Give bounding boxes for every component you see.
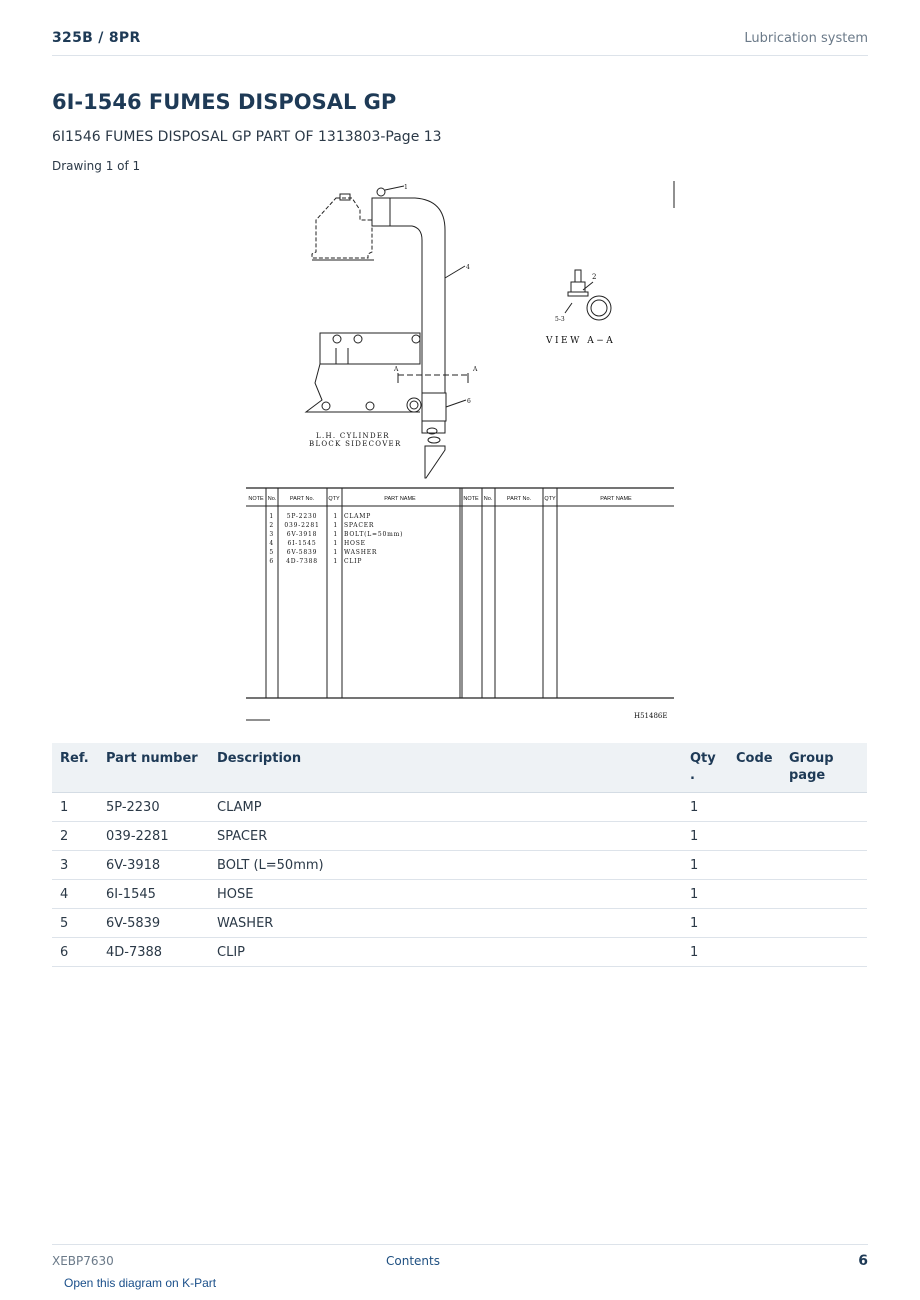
col-qty-line-2: . [690, 768, 695, 783]
diagram-table-header: QTY [328, 496, 340, 502]
diagram-row-name: SPACER [344, 522, 375, 529]
cell-qty: 1 [682, 822, 728, 851]
cell-description: WASHER [209, 909, 682, 938]
diagram-row-name: CLAMP [344, 513, 372, 520]
cell-group-page [781, 851, 867, 880]
table-row [52, 880, 867, 909]
callout-4: 4 [466, 264, 470, 271]
col-group-line-1: Group [789, 751, 834, 766]
cell-code [728, 851, 781, 880]
diagram-row-no: 6 [269, 558, 274, 565]
page-footer [52, 1244, 868, 1275]
diagram-row-name: WASHER [344, 549, 378, 556]
cell-qty: 1 [682, 880, 728, 909]
diagram-table-header: QTY [544, 496, 556, 502]
col-ref: Ref. [52, 743, 98, 793]
col-group-page [781, 743, 867, 793]
cell-code [728, 909, 781, 938]
sidecover-label-line-1: L.H. CYLINDER [316, 432, 390, 440]
table-row [52, 909, 867, 938]
cell-description: HOSE [209, 880, 682, 909]
diagram-table-header: PART NAME [600, 496, 632, 502]
cell-group-page [781, 880, 867, 909]
page-subtitle: 6I1546 FUMES DISPOSAL GP PART OF 1313803-Page 13 [52, 129, 442, 145]
col-part-number: Part number [98, 743, 209, 793]
diagram-row-part: 039-2281 [284, 522, 320, 529]
diagram-row-no: 5 [269, 549, 274, 556]
diagram-row-qty: 1 [333, 540, 338, 547]
diagram-row-qty: 1 [333, 549, 338, 556]
cell-qty: 1 [682, 793, 728, 822]
diagram-row-no: 2 [269, 522, 274, 529]
callout-2: 2 [592, 273, 597, 281]
diagram-row-qty: 1 [333, 513, 338, 520]
table-row [52, 851, 867, 880]
col-group-line-2: page [789, 768, 826, 783]
diagram-row-part: 6V-5839 [286, 549, 318, 556]
cell-part-number: 5P-2230 [98, 793, 209, 822]
cell-code [728, 880, 781, 909]
contents-link[interactable]: Contents [386, 1254, 440, 1268]
diagram-table-header: NOTE [248, 496, 264, 502]
cell-qty: 1 [682, 851, 728, 880]
diagram-row-qty: 1 [333, 522, 338, 529]
drawing-code: H51486E [634, 712, 668, 720]
section-mark-right: A [473, 366, 478, 373]
diagram-table-header: PART No. [506, 496, 532, 502]
cell-ref: 4 [52, 880, 98, 909]
cell-code [728, 822, 781, 851]
parts-table-header [52, 743, 867, 793]
cell-description: CLAMP [209, 793, 682, 822]
cell-qty: 1 [682, 938, 728, 967]
parts-diagram [240, 178, 680, 728]
view-label: VIEW A−A [546, 336, 616, 346]
cell-description: BOLT (L=50mm) [209, 851, 682, 880]
engine-sketch [246, 181, 674, 720]
parts-table [52, 743, 867, 967]
diagram-row-qty: 1 [333, 531, 338, 538]
diagram-row-name: HOSE [344, 540, 366, 547]
cell-qty: 1 [682, 909, 728, 938]
col-description: Description [209, 743, 682, 793]
cell-group-page [781, 822, 867, 851]
diagram-row-name: CLIP [344, 558, 363, 565]
diagram-row-no: 4 [269, 540, 274, 547]
cell-ref: 6 [52, 938, 98, 967]
section-label: Lubrication system [744, 31, 868, 46]
drawing-count-label: Drawing 1 of 1 [52, 159, 141, 173]
col-qty [682, 743, 728, 793]
diagram-row-part: 6I-1545 [287, 540, 317, 547]
cell-ref: 2 [52, 822, 98, 851]
model-label: 325B / 8PR [52, 30, 141, 46]
cell-ref: 1 [52, 793, 98, 822]
cell-ref: 3 [52, 851, 98, 880]
diagram-row-name: BOLT(L=50mm) [344, 531, 404, 538]
section-mark-left: A [394, 366, 399, 373]
table-row [52, 822, 867, 851]
diagram-row-no: 3 [269, 531, 274, 538]
callout-6: 6 [467, 398, 471, 405]
col-qty-line-1: Qty [690, 751, 716, 766]
diagram-row-part: 4D-7388 [286, 558, 318, 565]
diagram-table-header: PART No. [289, 496, 315, 502]
col-code: Code [728, 743, 781, 793]
cell-part-number: 4D-7388 [98, 938, 209, 967]
diagram-table-header: No. [267, 496, 277, 502]
cell-group-page [781, 793, 867, 822]
cell-group-page [781, 938, 867, 967]
diagram-table-header: PART NAME [384, 496, 416, 502]
cell-ref: 5 [52, 909, 98, 938]
cell-part-number: 6V-5839 [98, 909, 209, 938]
callout-5-3: 5-3 [555, 316, 565, 323]
cell-group-page [781, 909, 867, 938]
sidecover-label-line-2: BLOCK SIDECOVER [309, 440, 402, 448]
callout-1: 1 [404, 184, 408, 191]
diagram-table-header: NOTE [463, 496, 479, 502]
cell-code [728, 793, 781, 822]
cell-part-number: 039-2281 [98, 822, 209, 851]
page-number: 6 [858, 1253, 868, 1269]
document-id: XEBP7630 [52, 1254, 114, 1268]
diagram-table-header: No. [483, 496, 493, 502]
cell-description: CLIP [209, 938, 682, 967]
cell-code [728, 938, 781, 967]
diagram-row-no: 1 [269, 513, 274, 520]
diagram-row-part: 5P-2230 [286, 513, 318, 520]
cell-description: SPACER [209, 822, 682, 851]
table-row [52, 938, 867, 967]
diagram-row-qty: 1 [333, 558, 338, 565]
table-row [52, 793, 867, 822]
cell-part-number: 6I-1545 [98, 880, 209, 909]
page-title: 6I-1546 FUMES DISPOSAL GP [52, 90, 397, 114]
cell-part-number: 6V-3918 [98, 851, 209, 880]
page-header [52, 28, 868, 56]
kpart-diagram-link[interactable]: Open this diagram on K-Part [64, 1276, 217, 1290]
diagram-row-part: 6V-3918 [286, 531, 318, 538]
